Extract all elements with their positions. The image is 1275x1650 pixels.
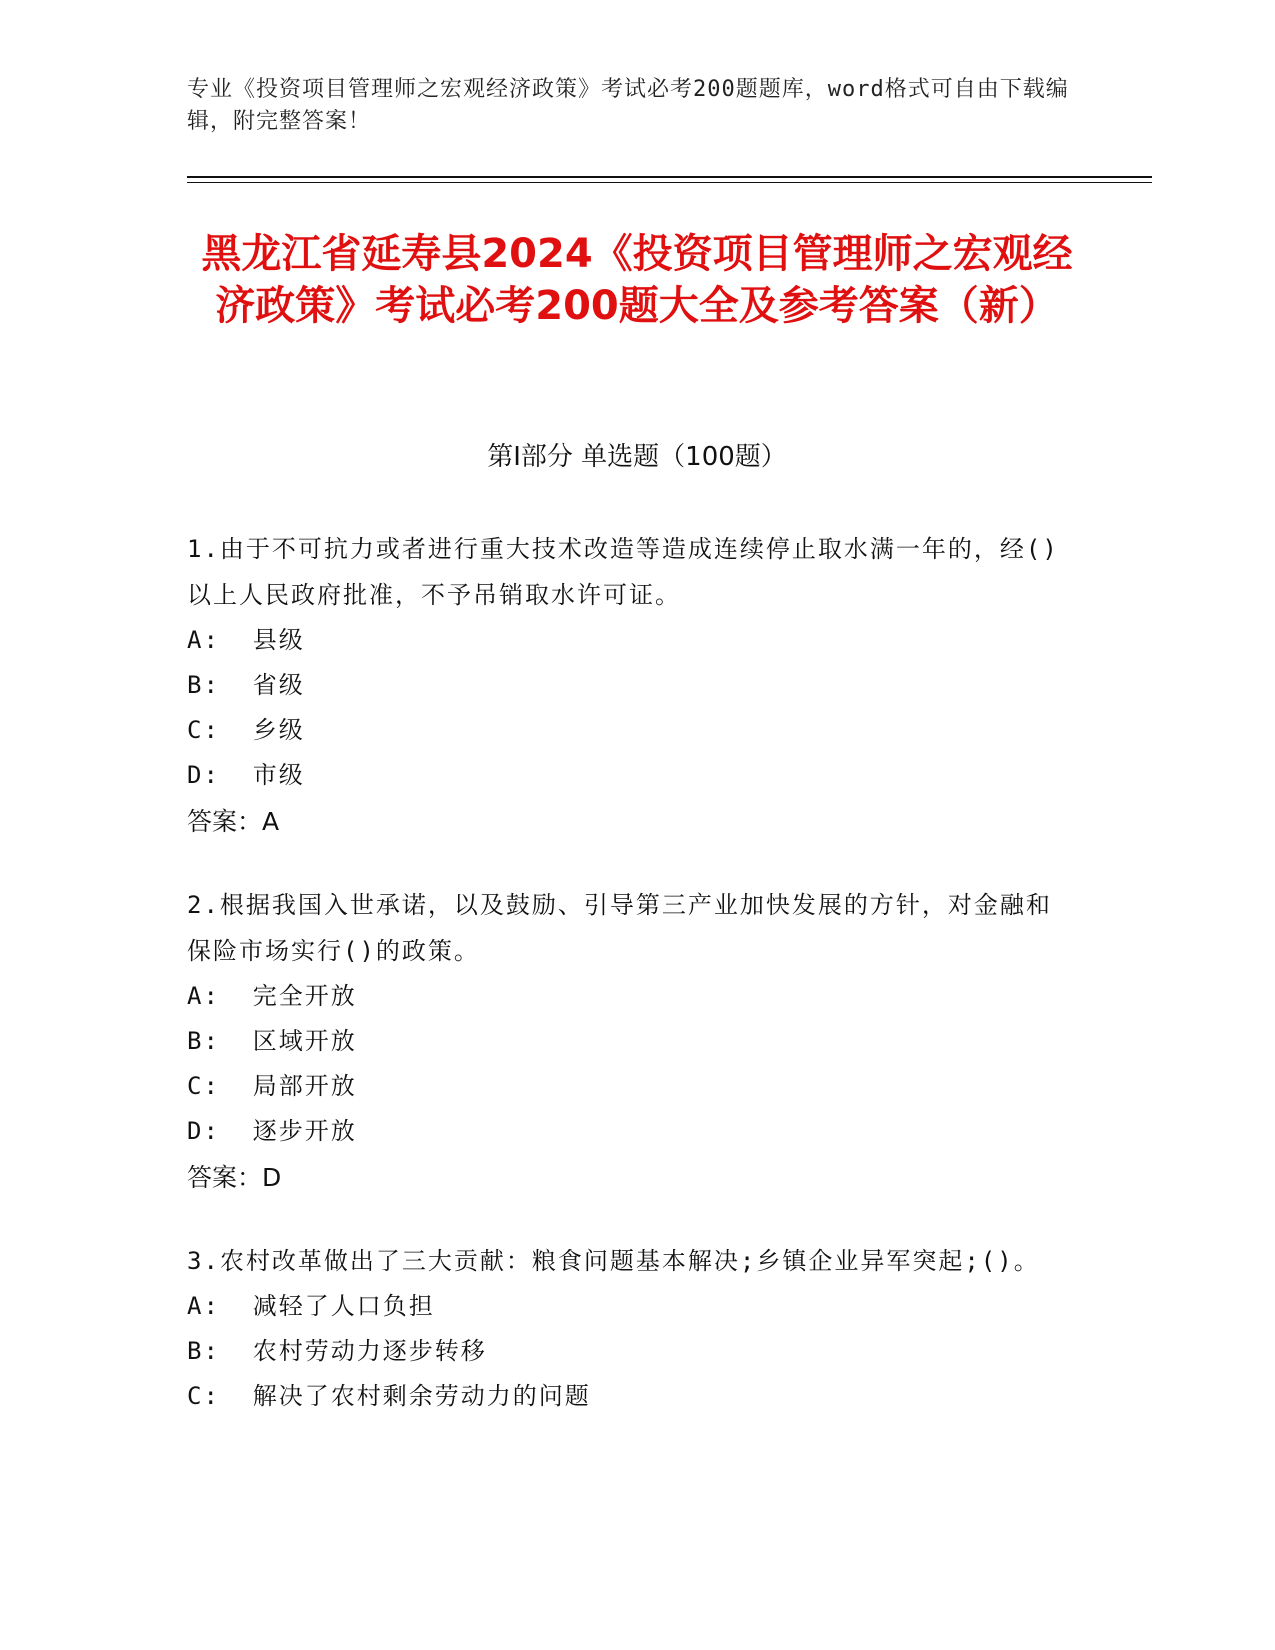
option-a: A: 减轻了人口负担	[187, 1292, 435, 1320]
option-c: C: 解决了农村剩余劳动力的问题	[187, 1382, 591, 1410]
header-divider-thin	[187, 182, 1152, 183]
question-3	[187, 1238, 1067, 1419]
option-d: D: 市级	[187, 761, 305, 789]
answer-line: 答案：D	[187, 1163, 282, 1192]
question-list	[187, 526, 1067, 1456]
question-stem: 2.根据我国入世承诺，以及鼓励、引导第三产业加快发展的方针，对金融和保险市场实行()的政策。	[187, 891, 1052, 965]
question-stem: 3.农村改革做出了三大贡献：粮食问题基本解决;乡镇企业异军突起;()。	[187, 1247, 1040, 1275]
question-2	[187, 882, 1067, 1201]
header-divider	[187, 176, 1152, 178]
option-a: A: 完全开放	[187, 982, 357, 1010]
answer-line: 答案：A	[187, 807, 280, 836]
option-b: B: 农村劳动力逐步转移	[187, 1337, 487, 1365]
question-1	[187, 526, 1067, 845]
question-stem: 1.由于不可抗力或者进行重大技术改造等造成连续停止取水满一年的，经()以上人民政府批准，不予吊销取水许可证。	[187, 535, 1059, 609]
section-heading: 第I部分 单选题（100题）	[487, 442, 787, 472]
option-b: B: 区域开放	[187, 1027, 357, 1055]
option-b: B: 省级	[187, 671, 305, 699]
option-c: C: 乡级	[187, 716, 305, 744]
option-a: A: 县级	[187, 626, 305, 654]
document-title: 黑龙江省延寿县2024《投资项目管理师之宏观经济政策》考试必考200题大全及参考答案（新）	[201, 231, 1073, 329]
option-c: C: 局部开放	[187, 1072, 357, 1100]
header-note: 专业《投资项目管理师之宏观经济政策》考试必考200题题库，word格式可自由下载编辑，附完整答案！	[187, 77, 1069, 134]
option-d: D: 逐步开放	[187, 1117, 357, 1145]
